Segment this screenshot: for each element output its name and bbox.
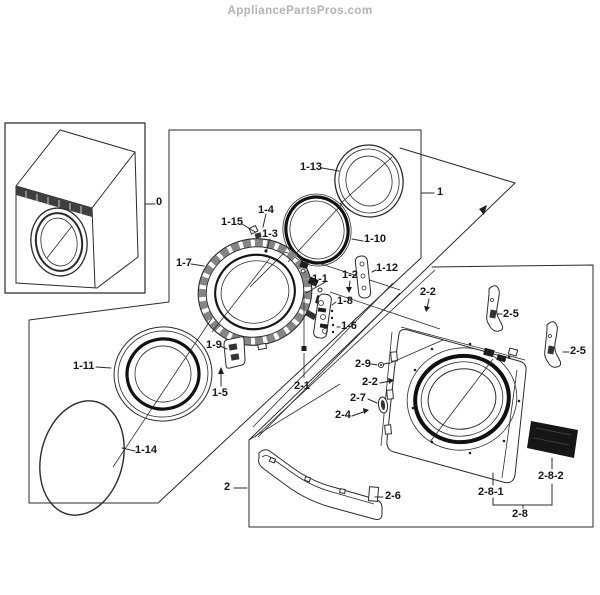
hinge-screws-1-6 — [331, 310, 334, 333]
part-label-2: 2 — [224, 481, 231, 493]
part-label-1: 1 — [437, 186, 444, 198]
part-label-1-2: 1-2 — [342, 269, 358, 281]
clip-2-7 — [377, 396, 388, 413]
part-label-0: 0 — [156, 196, 163, 208]
part-label-2-4: 2-4 — [335, 409, 351, 421]
part-label-1-11: 1-11 — [73, 360, 95, 372]
door-inner-ring-1-11 — [107, 319, 220, 429]
part-label-1-6: 1-6 — [341, 320, 357, 332]
part-label-1-7: 1-7 — [176, 257, 192, 269]
mounting-bracket-2-5-upper — [487, 286, 503, 331]
front-panel-2-2 — [381, 327, 526, 483]
part-label-1-1: 1-1 — [312, 273, 328, 285]
part-label-2-8: 2-8 — [512, 508, 528, 520]
bracket-1-9 — [224, 337, 245, 368]
part-label-1-9: 1-9 — [206, 339, 222, 351]
part-label-1-10: 1-10 — [364, 233, 387, 245]
group-0-box — [5, 123, 155, 293]
grille-2-8-2 — [527, 421, 578, 458]
part-label-1-8: 1-8 — [337, 295, 353, 307]
part-label-1-13: 1-13 — [300, 161, 323, 173]
part-label-2-5-upper: 2-5 — [503, 308, 519, 320]
cabinet-drawing — [16, 130, 138, 288]
part-label-2-6: 2-6 — [385, 490, 401, 502]
watermark-text: AppliancePartsPros.com — [227, 5, 373, 17]
base-trim-2-6 — [259, 450, 382, 520]
part-label-1-15: 1-15 — [221, 216, 244, 228]
part-label-2-2-top: 2-2 — [420, 286, 436, 298]
part-label-1-3: 1-3 — [262, 228, 278, 240]
part-label-2-8-2: 2-8-2 — [538, 470, 564, 482]
part-label-2-7: 2-7 — [350, 392, 366, 404]
part-label-2-2-mid: 2-2 — [362, 376, 378, 388]
part-label-2-8-1: 2-8-1 — [478, 486, 504, 498]
part-label-2-5-lower: 2-5 — [570, 345, 586, 357]
part-label-1-5: 1-5 — [212, 387, 228, 399]
part-label-1-14: 1-14 — [135, 444, 158, 456]
part-label-1-4: 1-4 — [258, 204, 274, 216]
mounting-bracket-2-5-lower — [545, 322, 561, 367]
part-label-2-9: 2-9 — [355, 358, 371, 370]
part-label-1-12: 1-12 — [376, 262, 399, 274]
part-label-2-1: 2-1 — [294, 380, 310, 392]
door-glass-1-14 — [28, 392, 136, 524]
